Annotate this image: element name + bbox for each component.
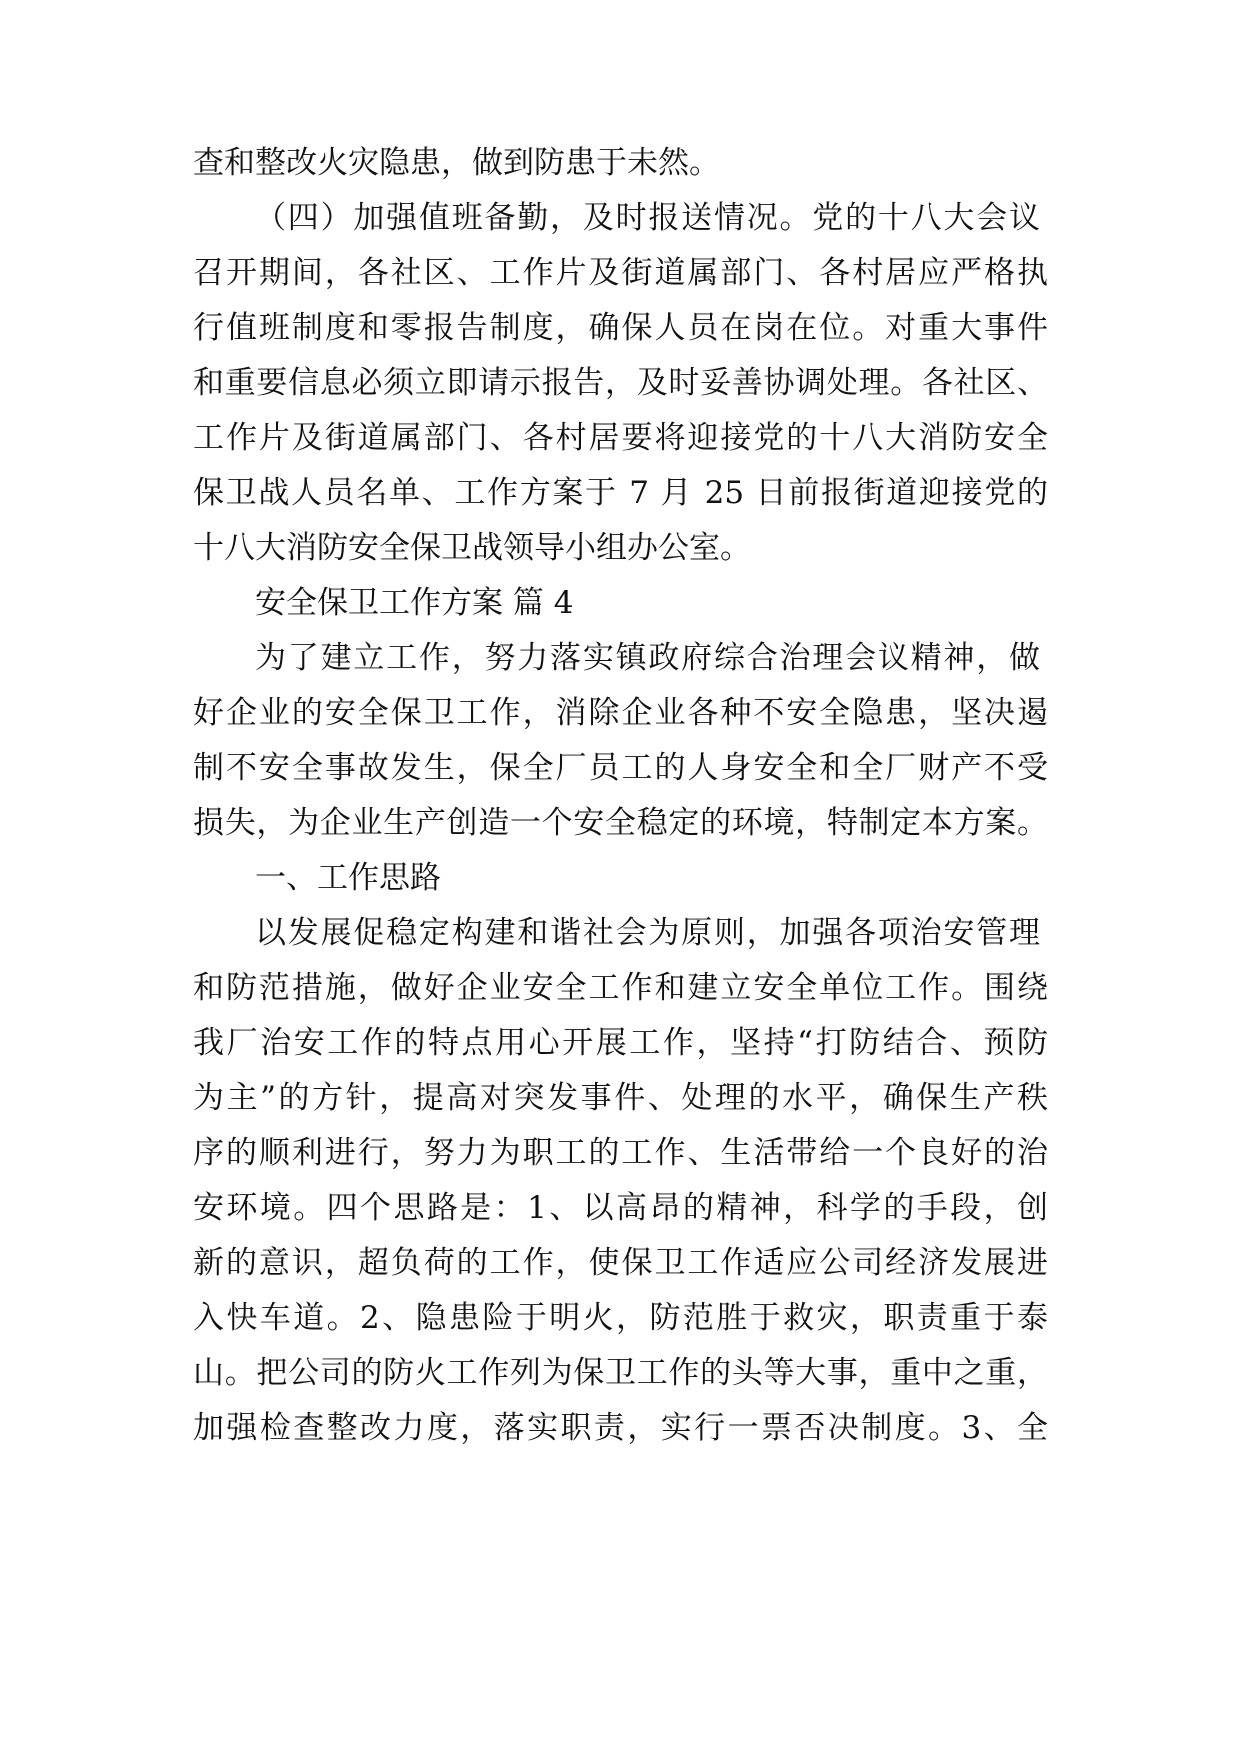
paragraph-line: 山。把公司的防火工作列为保卫工作的头等大事，重中之重， bbox=[193, 1355, 1048, 1391]
paragraph-line: 查和整改火灾隐患，做到防患于未然。 bbox=[193, 145, 720, 181]
paragraph-line: 为了建立工作，努力落实镇政府综合治理会议精神，做 bbox=[255, 640, 1040, 676]
paragraph-line: 为主”的方针，提高对突发事件、处理的水平，确保生产秩 bbox=[193, 1080, 1048, 1116]
paragraph-line: 保卫战人员名单、工作方案于 7 月 25 日前报街道迎接党的 bbox=[193, 475, 1048, 511]
paragraph-line: 和防范措施，做好企业安全工作和建立安全单位工作。围绕 bbox=[193, 970, 1048, 1006]
paragraph-line: （四）加强值班备勤，及时报送情况。党的十八大会议 bbox=[255, 200, 1040, 236]
section-heading: 一、工作思路 bbox=[255, 860, 441, 896]
paragraph-line: 制不安全事故发生，保全厂员工的人身安全和全厂财产不受 bbox=[193, 750, 1048, 786]
paragraph-line: 入快车道。2、隐患险于明火，防范胜于救灾，职责重于泰 bbox=[193, 1300, 1048, 1336]
paragraph-line: 和重要信息必须立即请示报告，及时妥善协调处理。各社区、 bbox=[193, 365, 1048, 401]
paragraph-line: 召开期间，各社区、工作片及街道属部门、各村居应严格执 bbox=[193, 255, 1048, 291]
paragraph-line: 十八大消防安全保卫战领导小组办公室。 bbox=[193, 530, 751, 566]
paragraph-line: 行值班制度和零报告制度，确保人员在岗在位。对重大事件 bbox=[193, 310, 1048, 346]
paragraph-line: 我厂治安工作的特点用心开展工作，坚持“打防结合、预防 bbox=[193, 1025, 1048, 1061]
paragraph-line: 损失，为企业生产创造一个安全稳定的环境，特制定本方案。 bbox=[193, 805, 1048, 841]
paragraph-line: 以发展促稳定构建和谐社会为原则，加强各项治安管理 bbox=[255, 915, 1040, 951]
paragraph-line: 安环境。四个思路是：1、以高昂的精神，科学的手段，创 bbox=[193, 1190, 1048, 1226]
paragraph-line: 好企业的安全保卫工作，消除企业各种不安全隐患，坚决遏 bbox=[193, 695, 1048, 731]
paragraph-line: 加强检查整改力度，落实职责，实行一票否决制度。3、全 bbox=[193, 1410, 1048, 1446]
section-heading: 安全保卫工作方案 篇 4 bbox=[255, 585, 574, 621]
paragraph-line: 工作片及街道属部门、各村居要将迎接党的十八大消防安全 bbox=[193, 420, 1048, 456]
paragraph-line: 序的顺利进行，努力为职工的工作、生活带给一个良好的治 bbox=[193, 1135, 1048, 1171]
paragraph-line: 新的意识，超负荷的工作，使保卫工作适应公司经济发展进 bbox=[193, 1245, 1048, 1281]
